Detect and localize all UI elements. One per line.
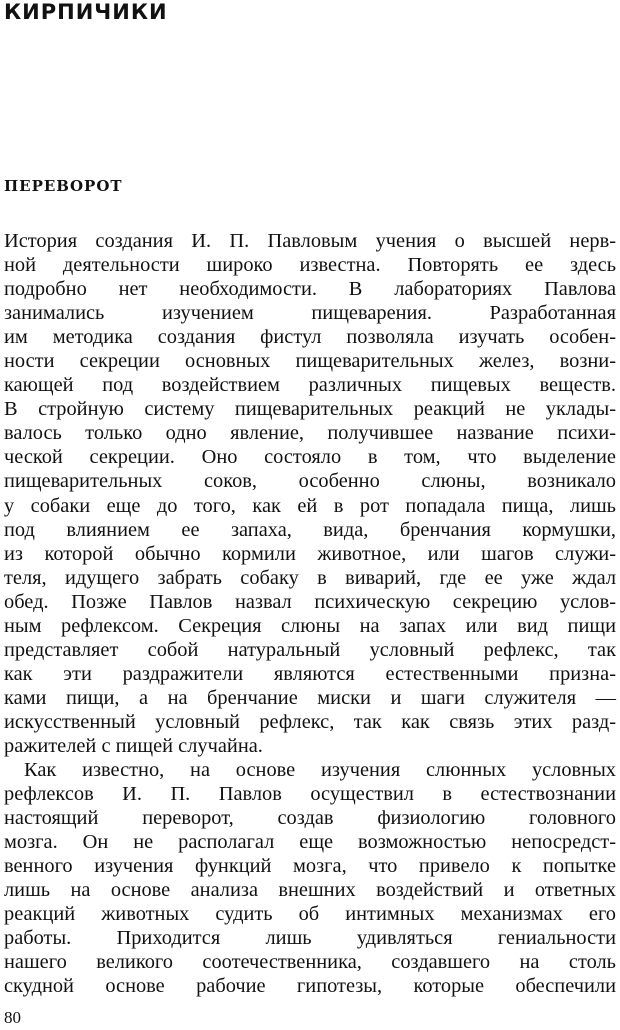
text-line: из которой обычно кормили животное, или шагов служи- (4, 542, 616, 565)
page-number: 80 (4, 1008, 21, 1027)
text-line: нашего великого соотечественника, создавшего на столь (4, 951, 616, 974)
text-line: ражителей с пищей случайна. (4, 734, 263, 757)
text-line: обед. Позже Павлов назвал психическую секрецию услов- (4, 590, 616, 613)
text-line: кающей под воздействием различных пищевых веществ. (4, 374, 616, 397)
text-line: В стройную систему пищеварительных реакций не уклады- (4, 398, 616, 421)
body-text (4, 229, 616, 999)
text-line: рефлексов И. П. Павлов осуществил в естествознании (4, 783, 616, 806)
text-line: у собаки еще до того, как ей в рот попадала пища, лишь (4, 494, 616, 517)
text-line: занимались изучением пищеварения. Разработанная (4, 302, 616, 325)
text-line: им методика создания фистул позволяла изучать особен- (4, 326, 616, 349)
text-line: искусственный условный рефлекс, так как связь этих разд- (4, 710, 616, 733)
text-line: валось только одно явление, получившее название психи- (4, 422, 616, 445)
text-line: под влиянием ее запаха, вида, бренчания кормушки, (4, 518, 616, 541)
text-line: ным рефлексом. Секреция слюны на запах или вид пищи (4, 614, 616, 637)
text-line: скудной основе рабочие гипотезы, которые обеспечили (4, 975, 616, 998)
text-line: венного изучения функций мозга, что привело к попытке (4, 855, 616, 878)
text-line: работы. Приходится лишь удивляться гениальности (4, 927, 616, 950)
text-line: Как известно, на основе изучения слюнных условных (24, 759, 616, 782)
text-line: теля, идущего забрать собаку в виварий, где ее уже ждал (4, 566, 616, 589)
text-line: настоящий переворот, создав физиологию головного (4, 807, 616, 830)
paragraph-2 (4, 758, 616, 998)
section-title: ПЕРЕВОРОТ (4, 177, 123, 195)
text-line: ной деятельности широко известна. Повторять ее здесь (4, 254, 616, 277)
text-line: История создания И. П. Павловым учения о высшей нерв- (4, 230, 616, 252)
text-line: реакций животных судить об интимных механизмах его (4, 903, 616, 926)
paragraph-1 (4, 229, 616, 758)
text-line: как эти раздражители являются естественными призна- (4, 662, 616, 685)
text-line: пищеварительных соков, особенно слюны, возникало (4, 470, 616, 493)
text-line: мозга. Он не располагал еще возможностью непосредст- (4, 831, 616, 854)
text-line: ческой секреции. Оно состояло в том, что выделение (4, 446, 616, 469)
text-line: лишь на основе анализа внешних воздействий и ответных (4, 879, 616, 902)
running-header: КИРПИЧИКИ (4, 0, 168, 24)
text-line: ности секреции основных пищеварительных желез, возни- (4, 350, 616, 373)
text-line: представляет собой натуральный условный рефлекс, так (4, 638, 616, 661)
text-line: подробно нет необходимости. В лабораториях Павлова (4, 278, 616, 301)
text-line: ками пищи, а на бренчание миски и шаги служителя — (4, 686, 616, 709)
